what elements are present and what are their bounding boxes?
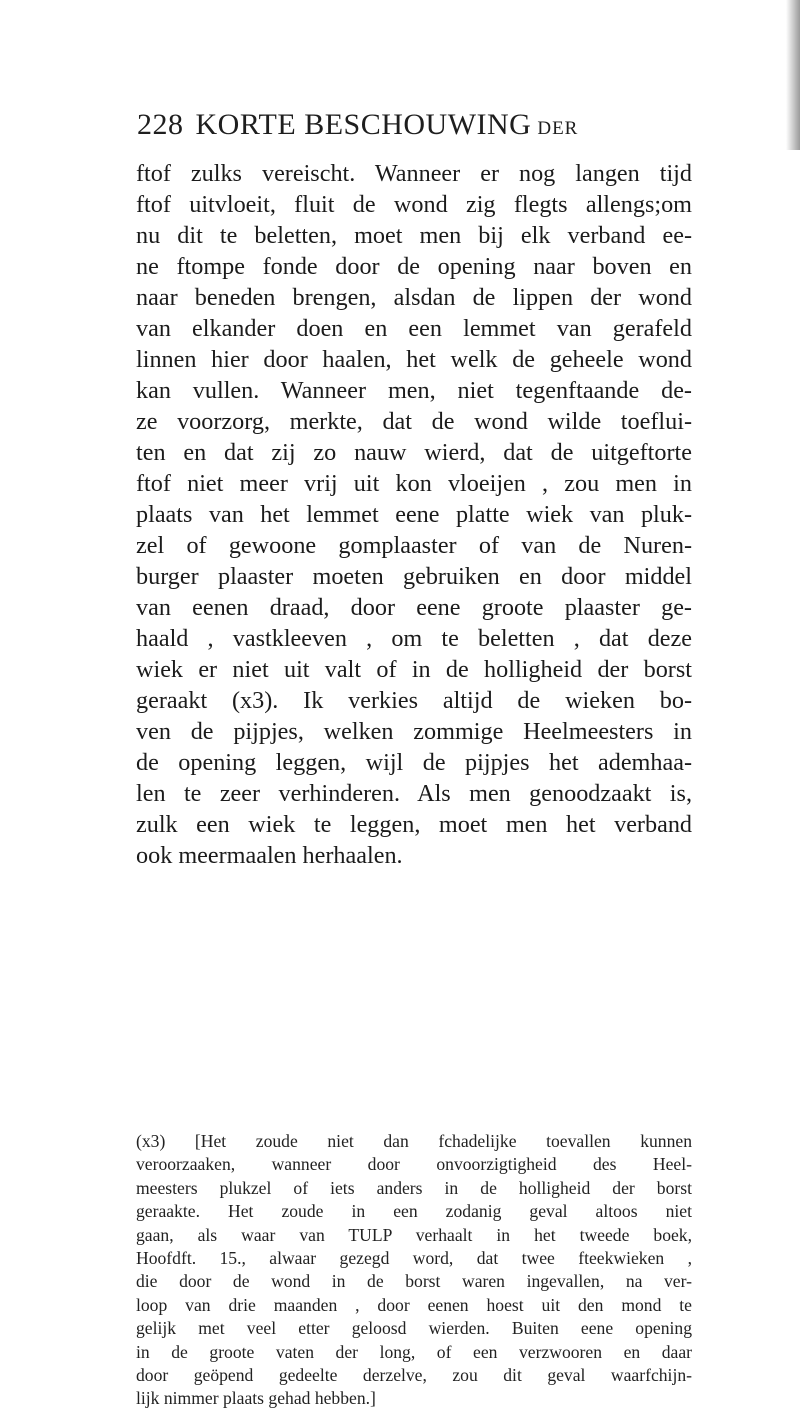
body-text-line: zulk een wiek te leggen, moet men het verband [136,811,692,838]
footnote-line: lijk nimmer plaats gehad hebben.] [136,1388,376,1409]
body-text-line: de opening leggen, wijl de pijpjes het ademhaa- [136,749,692,776]
footnote-line: geraakte. Het zoude in een zodanig geval altoos niet [136,1201,692,1222]
body-text-line: haald , vastkleeven , om te beletten , dat deze [136,625,692,652]
body-text-line: wiek er niet uit valt of in de holligheid der borst [136,656,692,683]
body-text-line: ten en dat zij zo nauw wierd, dat de uitgeftorte [136,439,692,466]
running-header [137,108,697,148]
footnote-line: die door de wond in de borst waren ingevallen, na ver- [136,1271,692,1292]
body-text-line: len te zeer verhinderen. Als men genoodzaakt is, [136,780,692,807]
body-text-line: burger plaaster moeten gebruiken en door middel [136,563,692,590]
footnote-line: meesters plukzel of iets anders in de holligheid der borst [136,1177,692,1198]
body-text-line: kan vullen. Wanneer men, niet tegenftaande de- [136,377,692,404]
page-edge-shadow [786,0,800,150]
body-text-line: geraakt (x3). Ik verkies altijd de wieken bo- [136,687,692,714]
footnote [136,1130,692,1411]
body-text-line: plaats van het lemmet eene platte wiek van pluk- [136,501,692,528]
footnote-line: (x3) [Het zoude niet dan fchadelijke toevallen kunnen [136,1131,692,1151]
body-text [136,158,692,871]
body-text-line: ftof zulks vereischt. Wanneer er nog langen tijd [136,160,692,187]
page-number: 228 [137,108,184,141]
body-text-line: nu dit te beletten, moet men bij elk verband ee- [136,222,692,249]
body-text-line: zel of gewoone gomplaaster of van de Nuren- [136,532,692,559]
body-text-line: ftof uitvloeit, fluit de wond zig flegts allengs;om [136,191,692,218]
body-text-line: linnen hier door haalen, het welk de geheele wond [136,346,692,373]
footnote-line: veroorzaaken, wanneer door onvoorzigtigheid des Heel- [136,1154,692,1175]
footnote-line: loop van drie maanden , door eenen hoest uit den mond te [136,1294,692,1315]
body-text-line: ne ftompe fonde door de opening naar boven en [136,253,692,280]
footnote-line: Hoofdft. 15., alwaar gezegd word, dat twee fteekwieken , [136,1248,692,1269]
body-text-line: ven de pijpjes, welken zommige Heelmeesters in [136,718,692,745]
body-text-line: naar beneden brengen, alsdan de lippen der wond [136,284,692,311]
body-text-line: van elkander doen en een lemmet van gerafeld [136,315,692,342]
body-text-line: ook meermaalen herhaalen. [136,842,403,869]
running-title: KORTE BESCHOUWING [195,108,532,141]
body-text-line: ze voorzorg, merkte, dat de wond wilde toeflui- [136,408,692,435]
footnote-line: in de groote vaten der long, of een verzwooren en daar [136,1341,692,1362]
footnote-line: gaan, als waar van TULP verhaalt in het tweede boek, [136,1224,692,1245]
footnote-line: gelijk met veel etter geloosd wierden. Buiten eene opening [136,1318,692,1339]
body-text-line: van eenen draad, door eene groote plaaster ge- [136,594,692,621]
body-text-line: ftof niet meer vrij uit kon vloeijen , zou men in [136,470,692,497]
footnote-line: door geöpend gedeelte derzelve, zou dit geval waarfchijn- [136,1365,692,1386]
running-title-tail: DER [537,118,579,139]
